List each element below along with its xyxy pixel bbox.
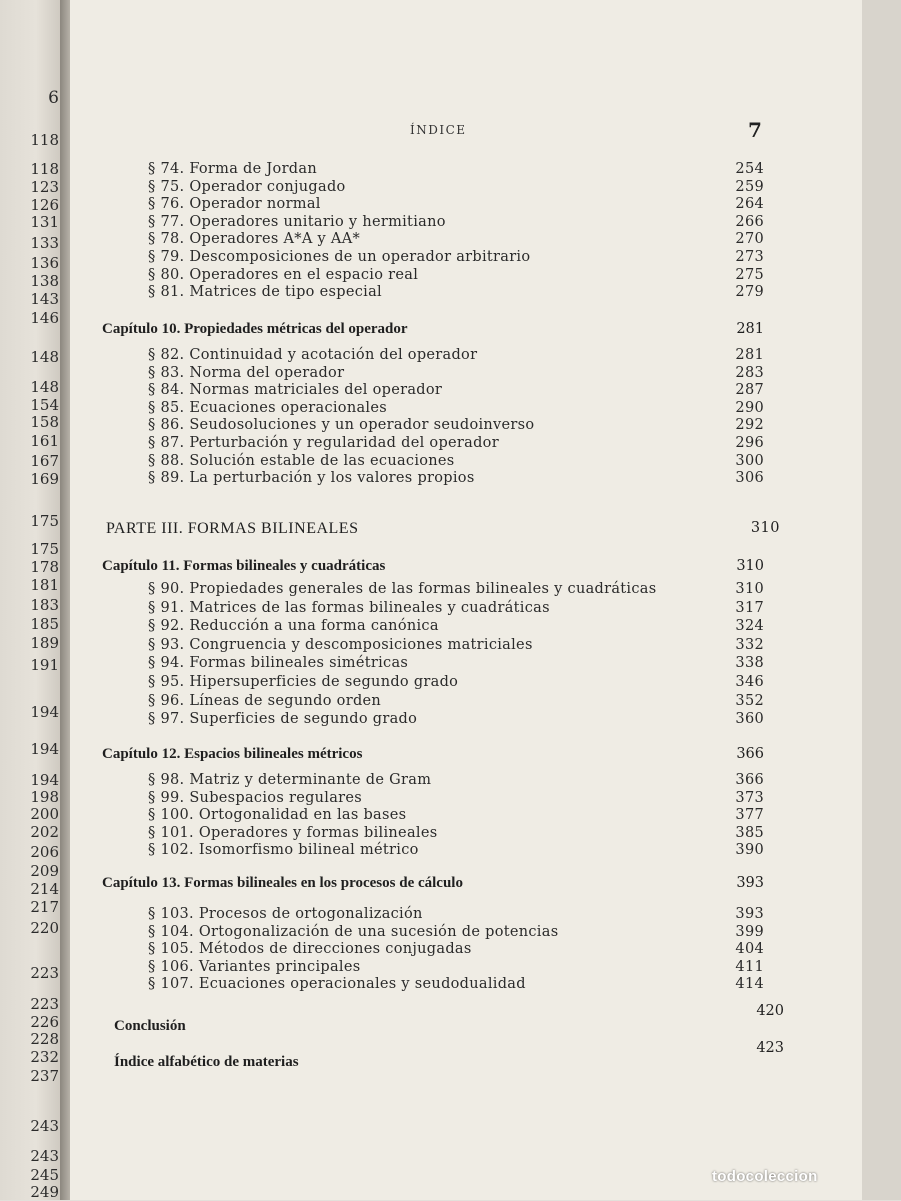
entry-page: 411 xyxy=(735,958,764,975)
chapter-11-heading xyxy=(102,558,764,578)
left-page-margin-number: 175 xyxy=(30,540,59,558)
entry-label: § 87. Perturbación y regularidad del operador xyxy=(148,435,499,451)
entry-page: 287 xyxy=(735,382,764,399)
toc-entry xyxy=(148,790,764,808)
entry-label: § 86. Seudosoluciones y un operador seudoinverso xyxy=(148,417,535,434)
left-page-margin-number: 232 xyxy=(30,1048,59,1066)
entry-page: 399 xyxy=(735,923,764,940)
left-page-margin-number: 146 xyxy=(30,309,59,327)
entry-page: 296 xyxy=(735,435,764,451)
entry-label: § 104. Ortogonalización de una sucesión de potencias xyxy=(148,923,559,940)
toc-entry xyxy=(148,581,764,599)
entry-label: § 79. Descomposiciones de un operador arbitrario xyxy=(148,249,531,265)
entry-page: 310 xyxy=(735,581,764,597)
entry-label: § 94. Formas bilineales simétricas xyxy=(148,655,409,672)
left-page-margin-number: 154 xyxy=(30,396,59,414)
left-page-margin-number: 237 xyxy=(30,1067,59,1085)
left-page-margin-number: 209 xyxy=(30,862,59,880)
left-page-margin-number: 175 xyxy=(30,512,59,530)
toc-entry xyxy=(148,470,764,488)
entry-page: 366 xyxy=(735,772,764,788)
chapter-page: 310 xyxy=(736,558,764,574)
left-page-margin-number: 214 xyxy=(30,880,59,898)
left-page-margin-number: 223 xyxy=(30,964,59,982)
left-page-margin-number: 158 xyxy=(30,413,59,431)
toc-entry xyxy=(148,249,764,267)
left-page-margin-number: 191 xyxy=(30,656,59,674)
entry-page: 393 xyxy=(735,906,764,922)
left-page-margin-number: 243 xyxy=(30,1147,59,1165)
chapter-page: 366 xyxy=(736,746,764,762)
left-page-margin-number: 143 xyxy=(30,290,59,308)
entry-page: 390 xyxy=(735,842,764,859)
entry-page: 306 xyxy=(735,470,764,487)
left-page-margin-number: 185 xyxy=(30,615,59,633)
chapter-10-heading xyxy=(102,321,764,341)
entry-label: § 78. Operadores A*A y AA* xyxy=(148,231,361,248)
left-page-margin-number: 194 xyxy=(30,703,59,721)
toc-entry xyxy=(148,161,764,179)
entry-page: 377 xyxy=(735,807,764,824)
entry-label: § 106. Variantes principales xyxy=(148,958,361,975)
entry-label: § 80. Operadores en el espacio real xyxy=(148,266,419,283)
toc-entry xyxy=(148,655,764,673)
entry-page: 300 xyxy=(735,452,764,469)
entry-label: § 95. Hipersuperficies de segundo grado xyxy=(148,674,459,690)
chapter-12-heading xyxy=(102,746,764,766)
left-page-margin-number: 217 xyxy=(30,898,59,916)
left-page-margin-number: 228 xyxy=(30,1030,59,1048)
entry-page: 373 xyxy=(735,789,764,806)
toc-entry xyxy=(148,941,764,959)
page-number: 7 xyxy=(748,118,762,142)
entry-label: § 100. Ortogonalidad en las bases xyxy=(148,807,407,824)
entry-page: 275 xyxy=(735,266,764,283)
left-page-margin-number: 202 xyxy=(30,823,59,841)
watermark: todocoleccion xyxy=(712,1168,818,1185)
entry-label: § 96. Líneas de segundo orden xyxy=(148,692,382,709)
entry-page: 266 xyxy=(735,213,764,230)
entry-page: 273 xyxy=(735,249,764,265)
toc-entry xyxy=(148,400,764,418)
part-page: 310 xyxy=(750,520,780,536)
toc-entry xyxy=(148,179,764,197)
left-page-margin-number: 249 xyxy=(30,1183,59,1201)
entry-label: § 93. Congruencia y descomposiciones matriciales xyxy=(148,636,533,653)
entry-label: § 107. Ecuaciones operacionales y seudodualidad xyxy=(148,976,526,993)
part-title: PARTE III. FORMAS BILINEALES xyxy=(106,520,359,537)
left-page-margin-number: 243 xyxy=(30,1117,59,1135)
left-page-margin-number: 200 xyxy=(30,805,59,823)
index-page: 423 xyxy=(756,1040,784,1056)
entry-page: 346 xyxy=(735,674,764,690)
left-page-margin-number: 148 xyxy=(30,378,59,396)
toc-entry xyxy=(148,214,764,232)
chapter-title: Capítulo 10. Propiedades métricas del operador xyxy=(102,321,408,337)
left-page-margin-number: 161 xyxy=(30,432,59,450)
part-3-heading xyxy=(106,520,780,540)
left-page-margin-number: 223 xyxy=(30,995,59,1013)
entry-page: 281 xyxy=(735,347,764,363)
toc-entry xyxy=(148,600,764,618)
toc-entry xyxy=(148,906,764,924)
toc-entry xyxy=(148,772,764,790)
left-page-margin-number: 118 xyxy=(30,160,59,178)
entry-label: § 98. Matriz y determinante de Gram xyxy=(148,772,432,788)
toc-entry xyxy=(148,347,764,365)
left-page-margin-number: 148 xyxy=(30,348,59,366)
toc-entry xyxy=(148,453,764,471)
toc-entry xyxy=(148,976,764,994)
entry-label: § 92. Reducción a una forma canónica xyxy=(148,618,439,635)
chapter-title: Capítulo 13. Formas bilineales en los procesos de cálculo xyxy=(102,875,463,891)
chapter-page: 393 xyxy=(736,875,764,891)
entry-label: § 81. Matrices de tipo especial xyxy=(148,284,382,301)
toc-entry xyxy=(148,196,764,214)
left-page-margin-number: 198 xyxy=(30,788,59,806)
toc-entry xyxy=(148,924,764,942)
entry-page: 360 xyxy=(735,711,764,728)
conclusion-title: Conclusión xyxy=(114,1018,186,1034)
entry-label: § 75. Operador conjugado xyxy=(148,178,346,195)
left-page-margin-number: 189 xyxy=(30,634,59,652)
left-page-margin-number: 118 xyxy=(30,131,59,149)
entry-label: § 91. Matrices de las formas bilineales y cuadráticas xyxy=(148,599,550,616)
entry-label: § 97. Superficies de segundo grado xyxy=(148,711,418,728)
left-page-margin-number: 136 xyxy=(30,254,59,272)
left-page-margin-number: 133 xyxy=(30,234,59,252)
left-page-margin-number: 226 xyxy=(30,1013,59,1031)
running-header: ÍNDICE xyxy=(410,123,467,137)
left-page-margin-number: 206 xyxy=(30,843,59,861)
toc-entry xyxy=(148,825,764,843)
chapter-page: 281 xyxy=(736,321,764,337)
toc-entry xyxy=(148,618,764,636)
chapter-title: Capítulo 12. Espacios bilineales métricos xyxy=(102,746,363,762)
entry-page: 404 xyxy=(735,941,764,958)
entry-page: 352 xyxy=(735,692,764,709)
entry-label: § 103. Procesos de ortogonalización xyxy=(148,906,423,922)
toc-entry xyxy=(148,674,764,692)
left-page-margin-number: 181 xyxy=(30,576,59,594)
toc-entry xyxy=(148,417,764,435)
entry-label: § 90. Propiedades generales de las formas bilineales y cuadráticas xyxy=(148,581,657,597)
left-page-margin-number: 220 xyxy=(30,919,59,937)
left-page-margin-number: 123 xyxy=(30,178,59,196)
toc-entry xyxy=(148,842,764,860)
toc-entry xyxy=(148,435,764,453)
entry-page: 279 xyxy=(735,284,764,301)
left-page-margin-number: 183 xyxy=(30,596,59,614)
entry-label: § 83. Norma del operador xyxy=(148,364,345,381)
left-page-margin-number: 169 xyxy=(30,470,59,488)
entry-page: 270 xyxy=(735,231,764,248)
toc-entry xyxy=(148,231,764,249)
left-page-margin-number: 138 xyxy=(30,272,59,290)
entry-page: 283 xyxy=(735,364,764,381)
entry-page: 292 xyxy=(735,417,764,434)
entry-label: § 102. Isomorfismo bilineal métrico xyxy=(148,842,419,859)
toc-entry xyxy=(148,365,764,383)
left-page-margin-number: 245 xyxy=(30,1166,59,1184)
entry-label: § 89. La perturbación y los valores propios xyxy=(148,470,475,487)
entry-label: § 105. Métodos de direcciones conjugadas xyxy=(148,941,472,958)
index-title: Índice alfabético de materias xyxy=(114,1054,299,1070)
entry-label: § 88. Solución estable de las ecuaciones xyxy=(148,452,455,469)
left-page-margin-number: 178 xyxy=(30,558,59,576)
entry-page: 414 xyxy=(735,976,764,993)
index-entry xyxy=(114,1040,784,1074)
left-page-margin-number: 167 xyxy=(30,452,59,470)
chapter-13-heading xyxy=(102,875,764,895)
toc-entry xyxy=(148,637,764,655)
toc-entry xyxy=(148,711,764,729)
entry-page: 317 xyxy=(735,599,764,616)
entry-page: 264 xyxy=(735,196,764,213)
toc-entry xyxy=(148,267,764,285)
toc-entry xyxy=(148,807,764,825)
left-page-margin-number: 131 xyxy=(30,213,59,231)
entry-label: § 84. Normas matriciales del operador xyxy=(148,382,443,399)
toc-entry xyxy=(148,284,764,302)
entry-label: § 85. Ecuaciones operacionales xyxy=(148,399,387,416)
entry-page: 338 xyxy=(735,655,764,672)
entry-page: 254 xyxy=(735,161,764,177)
entry-label: § 99. Subespacios regulares xyxy=(148,789,363,806)
entry-page: 290 xyxy=(735,399,764,416)
entry-label: § 82. Continuidad y acotación del operador xyxy=(148,347,478,363)
entry-page: 324 xyxy=(735,618,764,635)
left-page-margin-number: 126 xyxy=(30,196,59,214)
chapter-title: Capítulo 11. Formas bilineales y cuadráticas xyxy=(102,558,386,574)
entry-page: 259 xyxy=(735,178,764,195)
background-edge xyxy=(862,0,901,1200)
entry-label: § 74. Forma de Jordan xyxy=(148,161,317,177)
entry-label: § 101. Operadores y formas bilineales xyxy=(148,824,438,841)
left-page-number: 6 xyxy=(48,88,59,108)
entry-label: § 77. Operadores unitario y hermitiano xyxy=(148,213,446,230)
book-gutter xyxy=(60,0,70,1200)
entry-label: § 76. Operador normal xyxy=(148,196,321,213)
entry-page: 385 xyxy=(735,824,764,841)
conclusion-page: 420 xyxy=(756,1003,784,1019)
left-page-margin-number: 194 xyxy=(30,740,59,758)
toc-entry xyxy=(148,693,764,711)
toc-entry xyxy=(148,959,764,977)
toc-entry xyxy=(148,382,764,400)
conclusion-entry xyxy=(114,1003,784,1038)
left-page-margin-number: 194 xyxy=(30,771,59,789)
entry-page: 332 xyxy=(735,636,764,653)
